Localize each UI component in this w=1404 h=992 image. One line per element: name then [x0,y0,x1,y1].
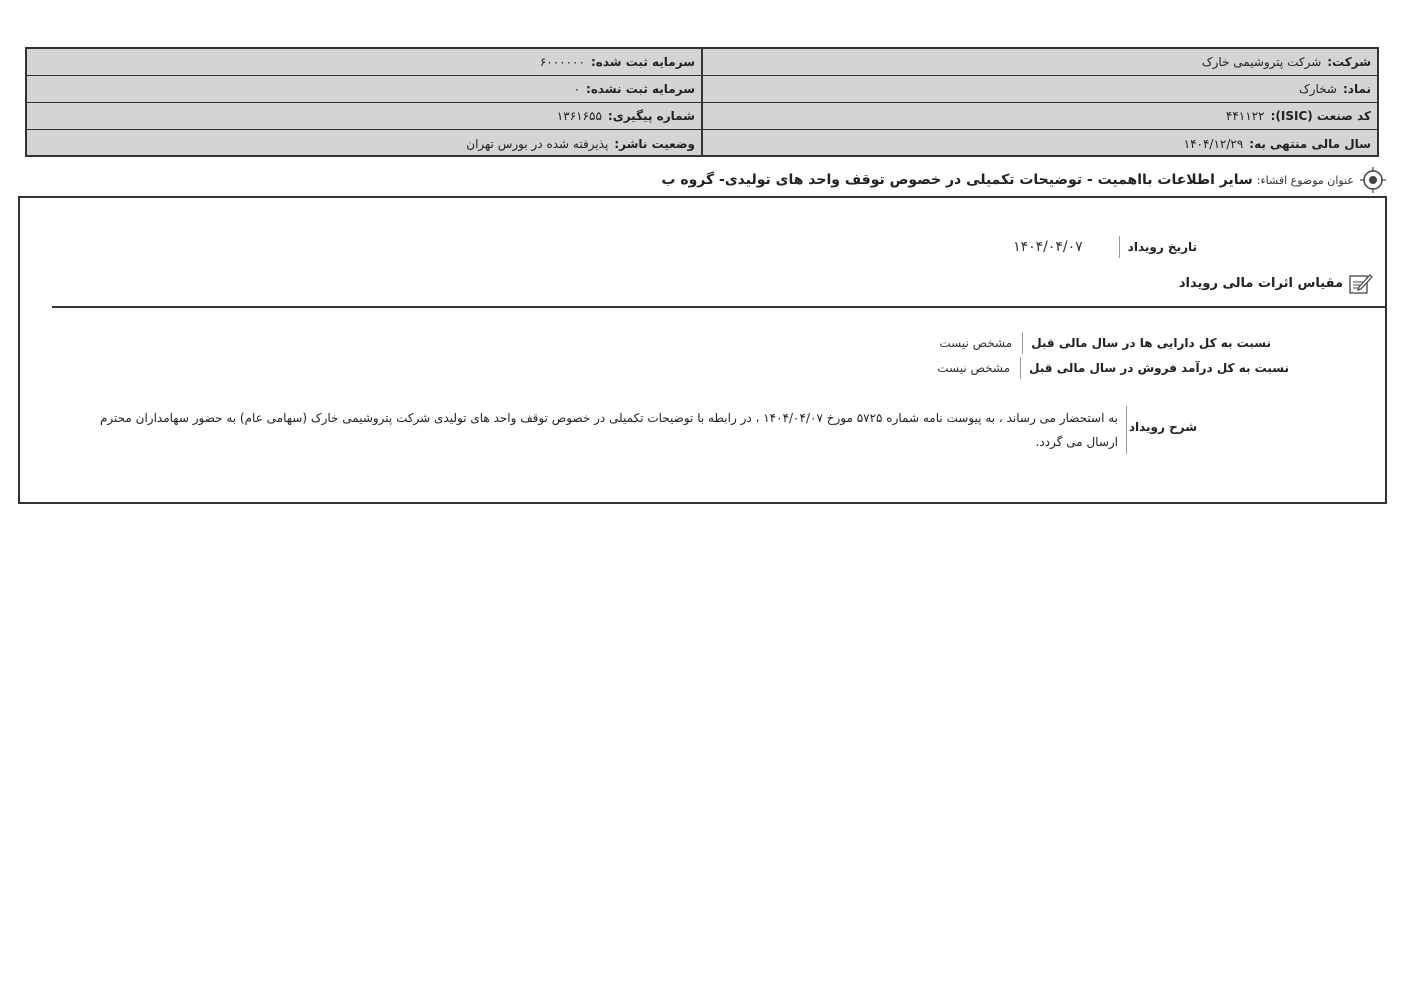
info-row [27,130,1377,157]
description-text: به استحضار می رساند ، به پیوست نامه شماره ۵۷۲۵ مورخ ۱۴۰۴/۰۴/۰۷ ، در رابطه با توضیحات تکمیلی در خصوص توقف واحد های تولیدی شرکت پتروشیمی خارک (سهامی عام) به حضور سهامداران محترم ارسال می گردد. [68,406,1127,454]
fiscal-year-label: سال مالی منتهی به: [1249,136,1371,151]
publisher-status-label: وضعیت ناشر: [614,136,695,151]
symbol-cell [701,76,1377,102]
ratio-revenue-value: مشخص نیست [937,361,1011,375]
company-label: شرکت: [1327,55,1371,69]
section-title [1179,272,1373,294]
isic-cell [701,103,1377,129]
tracking-number-value: ۱۳۶۱۶۵۵ [556,109,602,123]
isic-label: کد صنعت (ISIC): [1270,109,1371,123]
unregistered-capital-label: سرمایه ثبت نشده: [586,82,695,96]
symbol-label: نماد: [1342,82,1371,96]
isic-value: ۴۴۱۱۲۲ [1225,109,1265,123]
section-divider [52,306,1385,308]
disclosure-subject [16,166,1386,194]
publisher-status-cell [27,130,701,157]
info-row [27,49,1377,76]
ratio-revenue-field [937,357,1289,379]
event-date-field [1013,236,1197,258]
event-details-box [18,196,1387,504]
registered-capital-label: سرمایه ثبت شده: [590,55,695,69]
registered-capital-cell [27,49,701,75]
unregistered-capital-cell [27,76,701,102]
edit-icon [1349,272,1373,294]
target-icon [1360,167,1386,193]
company-info-table [25,47,1379,157]
company-cell [701,49,1377,75]
company-value: شرکت پتروشیمی خارک [1201,55,1322,69]
subject-value: سایر اطلاعات بااهمیت - توضیحات تکمیلی در خصوص توقف واحد های تولیدی- گروه ب [661,172,1253,188]
event-date-label: تاریخ رویداد [1119,236,1197,258]
publisher-status-value: پذیرفته شده در بورس تهران [466,136,609,151]
registered-capital-value: ۶۰۰۰۰۰۰ [539,55,585,69]
ratio-assets-value: مشخص نیست [939,336,1013,350]
ratio-assets-field [939,332,1271,354]
fiscal-year-value: ۱۴۰۴/۱۲/۲۹ [1183,136,1244,151]
ratio-assets-label: نسبت به کل دارایی ها در سال مالی قبل [1022,332,1271,354]
section-title-text: مقیاس اثرات مالی رویداد [1178,275,1343,291]
tracking-number-label: شماره پیگیری: [607,109,695,123]
description-label: شرح رویداد [1128,420,1197,434]
tracking-number-cell [27,103,701,129]
unregistered-capital-value: ۰ [573,82,581,96]
symbol-value: شخارک [1298,82,1337,96]
subject-label: عنوان موضوع افشاء: [1256,173,1354,187]
event-date-value: ۱۴۰۴/۰۴/۰۷ [1013,239,1083,255]
info-row [27,103,1377,130]
info-row [27,76,1377,103]
ratio-revenue-label: نسبت به کل درآمد فروش در سال مالی قبل [1020,357,1289,379]
fiscal-year-cell [701,130,1377,157]
